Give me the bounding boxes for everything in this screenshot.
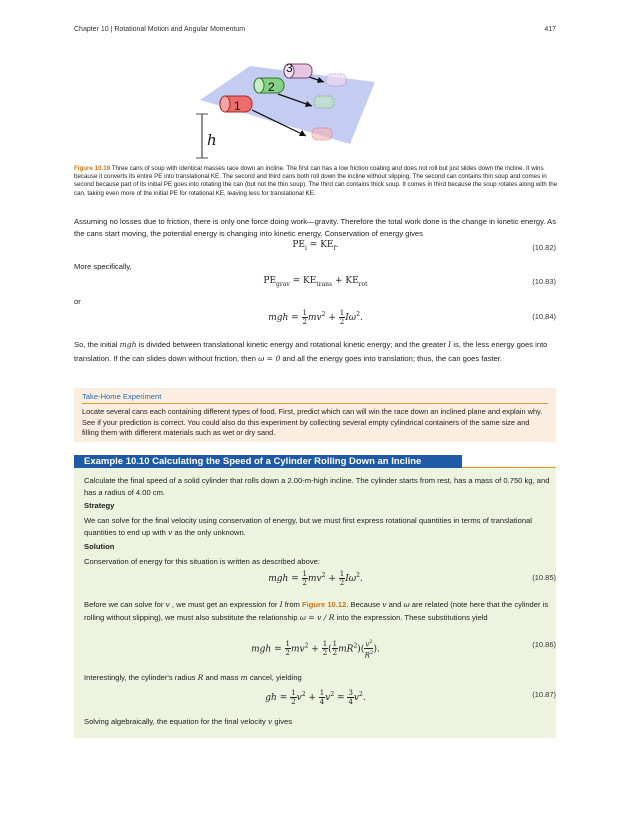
page-number: 417 bbox=[544, 26, 556, 33]
equation-10-87: gh = $\frac{1}{2}$ $v^2$ + $\frac{1}{4}$ $v^2$ = $\frac{3}{4}$ $v^2$. bbox=[265, 689, 366, 706]
can-1-label: 1 bbox=[234, 99, 241, 113]
figure-10-12-link[interactable]: Figure 10.12 bbox=[302, 600, 347, 609]
figure-caption bbox=[74, 165, 558, 198]
equation-number-10-84: (10.84) bbox=[532, 312, 556, 321]
solution-intro: Conservation of energy for this situation is written as described above: bbox=[84, 557, 320, 566]
ghost-can-2 bbox=[314, 96, 334, 108]
equation-number-10-86: (10.86) bbox=[532, 640, 556, 649]
cancel-text: Interestingly, the cylinder's radius R and mass m cancel, yielding bbox=[84, 673, 302, 682]
paragraph-energy-split: So, the initial mgh is divided between translational kinetic energy and rotational kinetic energy; and the greater I is, the less energy goes into translation. If the can slides down without friction, then ω = 0 and all the energy goes into translation; thus, the can goes faster. bbox=[74, 340, 548, 363]
incline-figure bbox=[190, 58, 430, 162]
example-title: Example 10.10 Calculating the Speed of a Cylinder Rolling Down an Incline bbox=[74, 455, 462, 468]
paragraph-or: or bbox=[74, 297, 81, 306]
example-intro: Calculate the final speed of a solid cylinder that rolls down a 2.00-m-high incline. The cylinder starts from rest, has a mass of 0.750 kg, and has a radius of 4.00 cm. bbox=[84, 476, 550, 498]
equation-10-83: $PE_{grav} = KE_{trans} + KE_{rot}$ bbox=[263, 276, 368, 288]
equation-10-84: mgh = $\frac{1}{2}$ $mv^2$ + $\frac{1}{2}$ $I\omega^2$. bbox=[268, 309, 363, 326]
strategy-text: We can solve for the final velocity using conservation of energy, but we must first express rotational quantities in terms of translational quantities to end up with v as the only unknown. bbox=[84, 516, 532, 538]
can-3 bbox=[284, 61, 312, 78]
figure-caption-label: Figure 10.19 bbox=[74, 165, 111, 172]
paragraph-intro: Assuming no losses due to friction, there is only one force doing work—gravity. Therefore the total work done is the change in kinetic energy. As the cans start moving, the potential energy is changing into kinetic energy. Conservation of energy gives bbox=[74, 217, 557, 239]
take-home-body: Locate several cans each containing different types of food. First, predict which can will win the race down an inclined plane and explain why. See if your prediction is correct. You could also do this experiment by collecting several empty cylindrical containers of the same size and filling them with different materials such as wet or dry sand. bbox=[82, 407, 543, 438]
can-2-label: 2 bbox=[268, 80, 275, 94]
figure-caption-text: Three cans of soup with identical masses race down an incline. The first can has a low friction coating and does not roll but just slides down the incline. It wins because it converts its entire PE into translational KE. The second and third cans both roll down the incline without slipping. The second can contains thin soup and comes in second because part of its initial PE goes into rotating the can (but not the thin soup). The third can contains thick soup. It comes in third because the soup rotates along with the can, taking even more of the initial PE for rotational KE, leaving less for translational KE. bbox=[74, 165, 558, 197]
substitution-text: Before we can solve for v , we must get an expression for I from Figure 10.12. Because v and ω are related (note here that the cylinder is rolling without slipping), we must also substitute the relationship ω = v / R into the expression. These substitutions yield bbox=[84, 600, 549, 623]
solving-text: Solving algebraically, the equation for the final velocity v gives bbox=[84, 717, 293, 726]
equation-10-86: mgh = $\frac{1}{2}$ $mv^2$ + $\frac{1}{2}$ ( $\frac{1}{2}$ $mR^2$)( $\frac{v^2}{R^2}$ ). bbox=[251, 639, 380, 660]
take-home-box bbox=[74, 388, 556, 442]
equation-number-10-87: (10.87) bbox=[532, 690, 556, 699]
strategy-heading: Strategy bbox=[84, 501, 115, 510]
equation-10-82: $PE_i = KE_f$. bbox=[292, 240, 339, 252]
equation-number-10-82: (10.82) bbox=[532, 243, 556, 252]
running-header: Chapter 10 | Rotational Motion and Angular Momentum bbox=[74, 26, 246, 33]
height-label: h bbox=[207, 131, 217, 149]
paragraph-more-specifically: More specifically, bbox=[74, 262, 132, 271]
equation-number-10-85: (10.85) bbox=[532, 573, 556, 582]
ghost-can-3 bbox=[326, 74, 346, 86]
can-1 bbox=[220, 96, 252, 113]
equation-number-10-83: (10.83) bbox=[532, 277, 556, 286]
can-3-label: 3 bbox=[286, 61, 293, 75]
equation-10-85: mgh = $\frac{1}{2}$ $mv^2$ + $\frac{1}{2}$ $I\omega^2$. bbox=[268, 570, 363, 587]
take-home-title: Take-Home Experiment bbox=[82, 392, 162, 401]
ghost-can-1 bbox=[312, 128, 332, 140]
solution-heading: Solution bbox=[84, 542, 115, 551]
can-2 bbox=[254, 78, 284, 94]
